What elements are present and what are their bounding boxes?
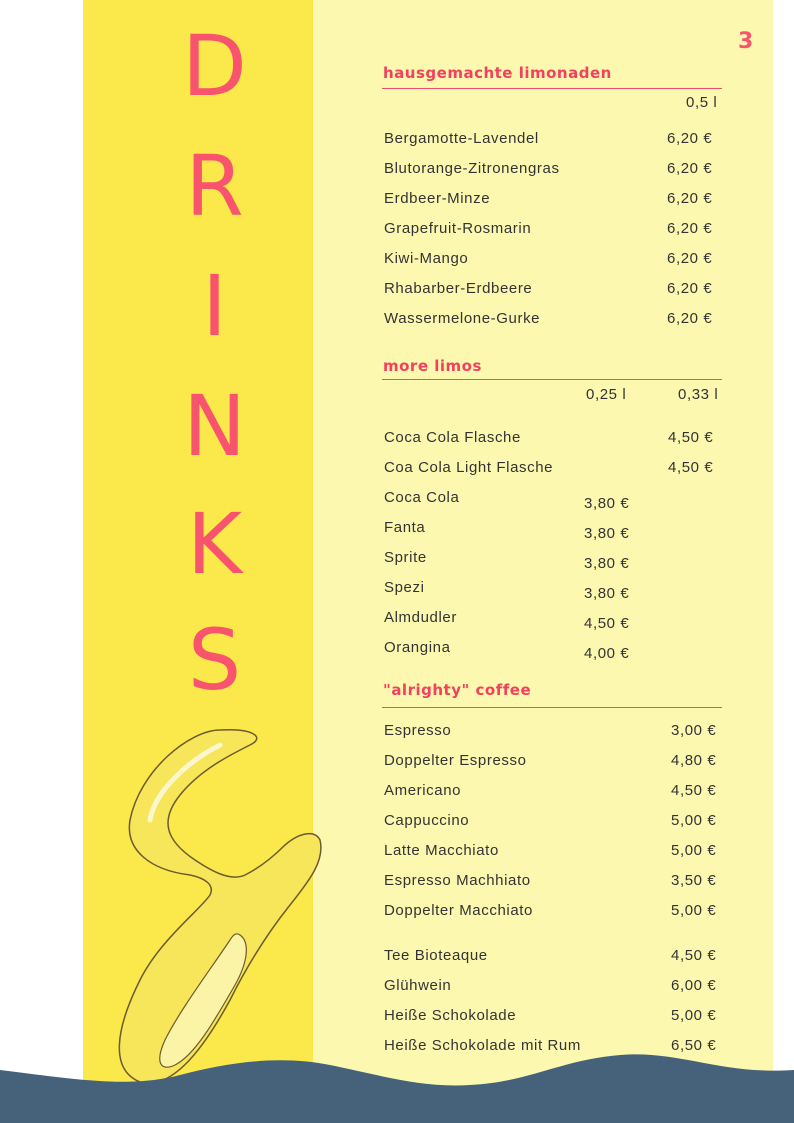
menu-item-name: Glühwein xyxy=(384,977,452,994)
menu-item-price: 6,00 € xyxy=(671,977,717,994)
menu-item-price: 4,50 € xyxy=(668,429,714,446)
menu-item-name: Tee Bioteaque xyxy=(384,947,488,964)
menu-item-price: 6,50 € xyxy=(671,1037,717,1054)
menu-item-price: 6,20 € xyxy=(667,130,713,147)
menu-item-name: Latte Macchiato xyxy=(384,842,499,859)
bottom-wave xyxy=(0,1040,794,1123)
title-letter: S xyxy=(187,611,242,709)
section-divider xyxy=(382,707,722,708)
menu-item-name: Almdudler xyxy=(384,609,457,626)
menu-item-name: Cappuccino xyxy=(384,812,470,829)
menu-item-name: Coca Cola xyxy=(384,489,460,506)
page-number: 3 xyxy=(738,29,754,54)
menu-item-name: Espresso xyxy=(384,722,452,739)
menu-item-price: 5,00 € xyxy=(671,902,717,919)
menu-item-name: Blutorange-Zitronengras xyxy=(384,160,560,177)
menu-item-price: 3,50 € xyxy=(671,872,717,889)
menu-item-name: Fanta xyxy=(384,519,426,536)
menu-item-name: Kiwi-Mango xyxy=(384,250,469,267)
menu-item-price: 3,00 € xyxy=(671,722,717,739)
menu-item-name: Coa Cola Light Flasche xyxy=(384,459,554,476)
menu-item-price: 6,20 € xyxy=(667,190,713,207)
menu-item-name: Spezi xyxy=(384,579,425,596)
column-header-025l: 0,25 l xyxy=(586,386,627,403)
menu-item-price: 3,80 € xyxy=(584,555,630,572)
section-title-limonaden: hausgemachte limonaden xyxy=(383,64,612,82)
menu-item-price: 4,50 € xyxy=(671,782,717,799)
menu-item-name: Erdbeer-Minze xyxy=(384,190,491,207)
title-letter: K xyxy=(186,495,243,593)
menu-item-name: Espresso Machhiato xyxy=(384,872,531,889)
menu-item-name: Heiße Schokolade xyxy=(384,1007,517,1024)
section-title-coffee: "alrighty" coffee xyxy=(383,681,532,699)
title-letter: N xyxy=(183,377,246,475)
menu-item-price: 4,80 € xyxy=(671,752,717,769)
menu-item-price: 3,80 € xyxy=(584,585,630,602)
title-letter: D xyxy=(182,17,247,115)
menu-item-price: 5,00 € xyxy=(671,812,717,829)
section-title-limos: more limos xyxy=(383,357,482,375)
menu-item-price: 4,50 € xyxy=(671,947,717,964)
menu-item-price: 6,20 € xyxy=(667,160,713,177)
menu-item-price: 6,20 € xyxy=(667,220,713,237)
column-header-033l: 0,33 l xyxy=(678,386,719,403)
section-divider xyxy=(382,88,722,89)
column-header-05l: 0,5 l xyxy=(686,94,718,111)
menu-item-price: 3,80 € xyxy=(584,495,630,512)
menu-item-price: 5,00 € xyxy=(671,1007,717,1024)
menu-item-price: 3,80 € xyxy=(584,525,630,542)
menu-item-price: 6,20 € xyxy=(667,250,713,267)
menu-item-name: Heiße Schokolade mit Rum xyxy=(384,1037,581,1054)
menu-item-name: Doppelter Macchiato xyxy=(384,902,533,919)
glass-illustration xyxy=(70,710,330,1090)
section-divider xyxy=(382,379,722,380)
menu-item-name: Sprite xyxy=(384,549,427,566)
menu-item-price: 4,00 € xyxy=(584,645,630,662)
menu-item-price: 5,00 € xyxy=(671,842,717,859)
title-letter: I xyxy=(202,257,227,355)
menu-item-price: 6,20 € xyxy=(667,280,713,297)
title-letter: R xyxy=(185,137,244,235)
menu-item-name: Wassermelone-Gurke xyxy=(384,310,541,327)
menu-item-name: Doppelter Espresso xyxy=(384,752,527,769)
menu-item-price: 4,50 € xyxy=(668,459,714,476)
menu-item-name: Grapefruit-Rosmarin xyxy=(384,220,532,237)
menu-item-name: Bergamotte-Lavendel xyxy=(384,130,539,147)
menu-item-name: Coca Cola Flasche xyxy=(384,429,521,446)
menu-item-name: Orangina xyxy=(384,639,451,656)
menu-item-price: 6,20 € xyxy=(667,310,713,327)
menu-item-name: Rhabarber-Erdbeere xyxy=(384,280,533,297)
menu-item-name: Americano xyxy=(384,782,462,799)
menu-item-price: 4,50 € xyxy=(584,615,630,632)
